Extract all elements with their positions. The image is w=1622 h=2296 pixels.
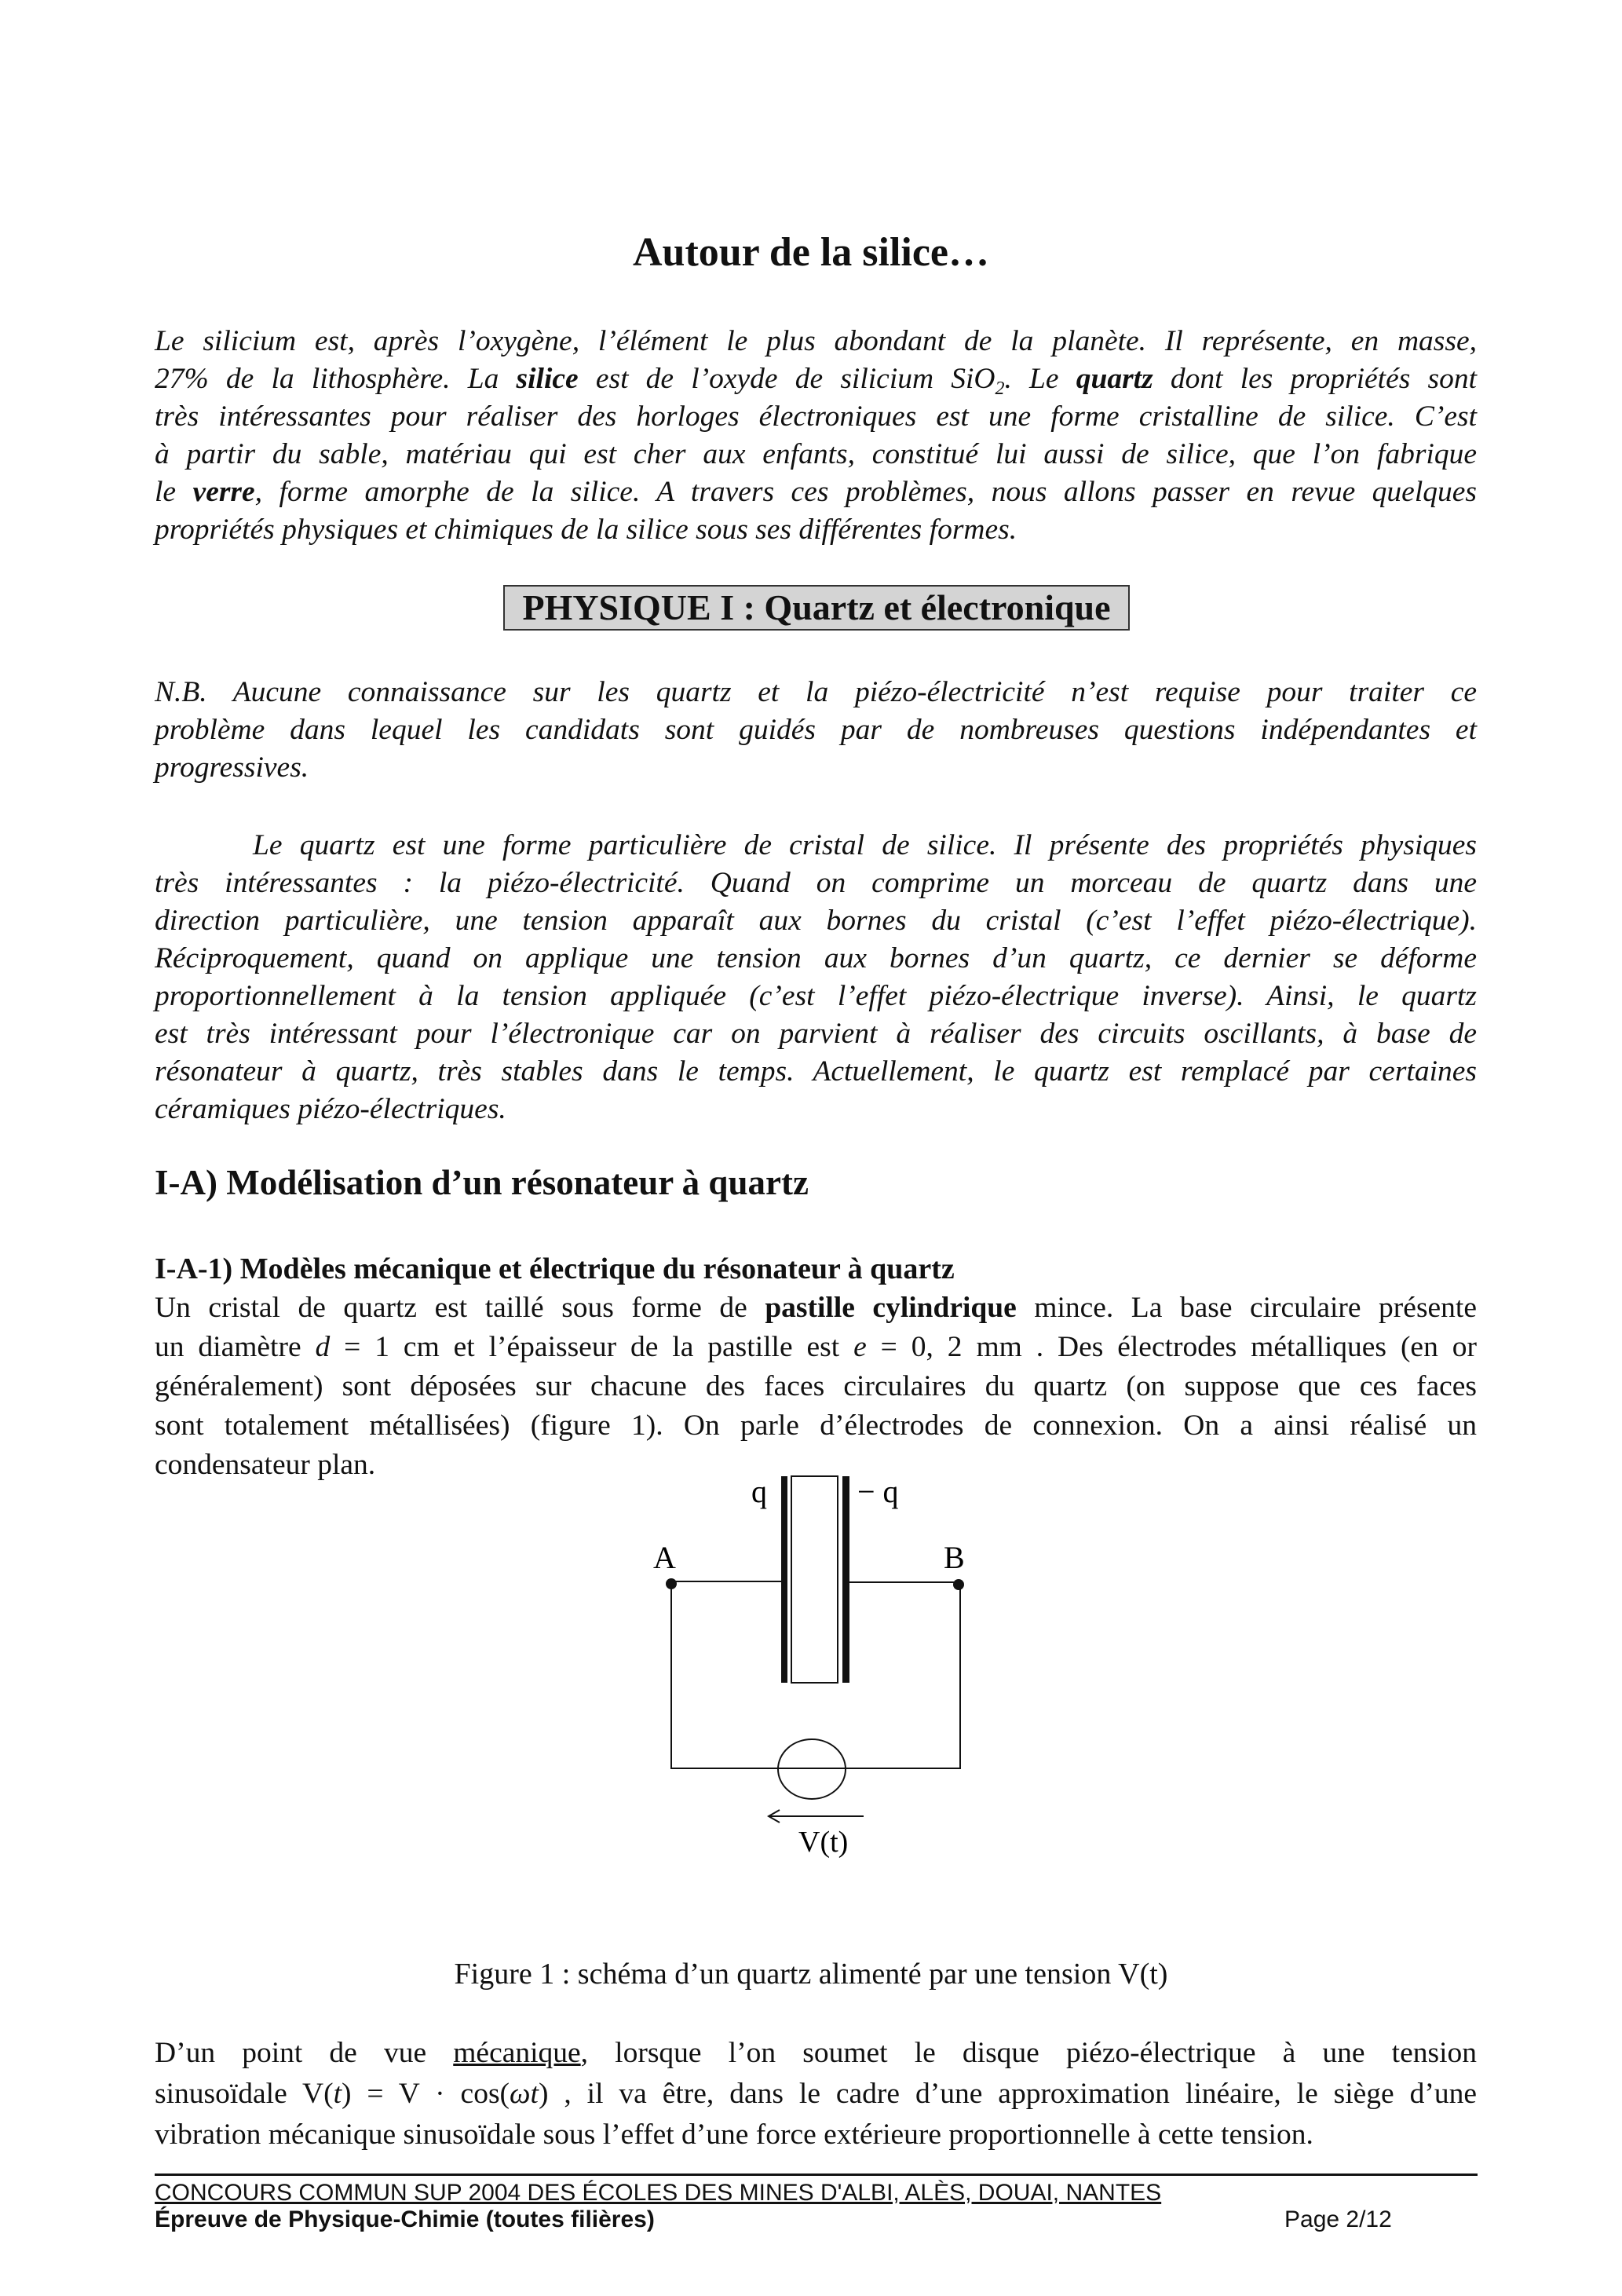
text-segment: , lorsque l’on soumet le disque piézo-électrique à une tension: [580, 2037, 1477, 2069]
wire-right: [846, 1582, 960, 1768]
text-segment: Le silicium est, après l’oxygène, l’élément le plus abondant de la planète. Il représente, en masse,: [155, 325, 1477, 357]
text-segment: quartz: [1076, 363, 1153, 395]
text-segment: Réciproquement, quand on applique une tension aux bornes d’un quartz, ce dernier se déforme: [155, 942, 1477, 974]
text-segment: dont les propriétés sont: [1153, 363, 1478, 395]
quartz-crystal: [791, 1476, 838, 1683]
label-minus-q: − q: [857, 1474, 899, 1509]
text-segment: généralement) sont déposées sur chacune des faces circulaires du quartz (on suppose que ces faces: [155, 1370, 1477, 1402]
text-segment: le: [155, 476, 193, 508]
section-title-physique: PHYSIQUE I : Quartz et électronique: [503, 585, 1130, 631]
text-segment: direction particulière, une tension apparaît aux bornes du cristal (c’est l’effet piézo-électrique).: [155, 905, 1477, 937]
text-segment: céramiques piézo-électriques.: [155, 1093, 506, 1125]
text-segment: , forme amorphe de la silice. A travers ces problèmes, nous allons passer en revue quelques: [254, 476, 1477, 508]
text-segment: N.B. Aucune connaissance sur les quartz et la piézo-électricité n’est requise pour traiter ce: [155, 676, 1477, 708]
text-segment: . Le: [1004, 363, 1076, 395]
text-segment: condensateur plan.: [155, 1449, 376, 1481]
footer-page-number: Page 2/12: [1284, 2206, 1392, 2232]
heading-i-a: I-A) Modélisation d’un résonateur à quartz: [155, 1163, 809, 1202]
text-segment: = 1 cm et l’épaisseur de la pastille est: [330, 1331, 854, 1363]
text-segment: est très intéressant pour l’électronique car on parvient à réaliser des circuits oscillants, à base de: [155, 1018, 1477, 1050]
footer-divider: [155, 2174, 1478, 2176]
text-segment: vibration mécanique sinusoïdale sous l’effet d’une force extérieure proportionnelle à cette tension.: [155, 2119, 1313, 2151]
text-segment: problème dans lequel les candidats sont guidés par de nombreuses questions indépendantes et: [155, 714, 1477, 746]
right-electrode: [842, 1476, 849, 1683]
text-segment: verre: [192, 476, 255, 508]
text-segment: d: [315, 1331, 331, 1363]
node-b: [953, 1579, 964, 1590]
text-segment: proportionnellement à la tension appliquée (c’est l’effet piézo-électrique inverse). Ainsi, le quartz: [155, 980, 1477, 1012]
text-segment: à partir du sable, matériau qui est cher aux enfants, constitué lui aussi de silice, que l’on fabrique: [155, 438, 1477, 470]
text-segment: ωt: [510, 2078, 539, 2110]
figure-caption: Figure 1 : schéma d’un quartz alimenté par une tension V(t): [454, 1958, 1168, 1991]
label-v-t: V(t): [798, 1826, 849, 1859]
footer-exam: Épreuve de Physique-Chimie (toutes filières): [155, 2206, 655, 2232]
text-segment: pastille cylindrique: [765, 1292, 1017, 1324]
text-line: [155, 2115, 1477, 2155]
document-title: Autour de la silice…: [632, 230, 990, 275]
text-segment: sont totalement métallisées) (figure 1). On parle d’électrodes de connexion. On a ainsi réalisé un: [155, 1409, 1477, 1442]
node-a: [666, 1578, 677, 1589]
text-segment: mince. La base circulaire présente: [1016, 1292, 1477, 1324]
text-line: [155, 2033, 1477, 2074]
text-segment: ) = V · cos(: [341, 2078, 510, 2110]
text-segment: silice: [516, 363, 579, 395]
final-paragraph: [155, 2033, 1477, 2155]
text-segment: Le quartz est une forme particulière de cristal de silice. Il présente des propriétés physiques: [253, 829, 1477, 861]
text-segment: très intéressantes : la piézo-électricité. Quand on comprime un morceau de quartz dans une: [155, 867, 1477, 899]
text-segment: t: [333, 2078, 342, 2110]
text-segment: sinusoïdale V(: [155, 2078, 334, 2110]
text-segment: Un cristal de quartz est taillé sous forme de: [155, 1292, 765, 1324]
text-segment: très intéressantes pour réaliser des horloges électroniques est une forme cristalline de silice. C’est: [155, 400, 1477, 433]
text-segment: D’un point de vue: [155, 2037, 454, 2069]
text-line: [155, 2074, 1477, 2115]
wire-left: [671, 1581, 781, 1768]
label-a: A: [653, 1540, 676, 1575]
text-segment: propriétés physiques et chimiques de la silice sous ses différentes formes.: [155, 514, 1017, 546]
text-segment: un diamètre: [155, 1331, 316, 1363]
text-segment: 27% de la lithosphère. La: [155, 363, 517, 395]
text-segment: progressives.: [155, 751, 309, 784]
text-segment: résonateur à quartz, très stables dans le temps. Actuellement, le quartz est remplacé par certaines: [155, 1055, 1477, 1088]
footer-contest: CONCOURS COMMUN SUP 2004 DES ÉCOLES DES MINES D'ALBI, ALÈS, DOUAI, NANTES: [155, 2180, 1162, 2206]
label-b: B: [944, 1540, 965, 1575]
text-segment: e: [853, 1331, 867, 1363]
text-segment: est de l’oxyde de silicium SiO: [578, 363, 995, 395]
left-electrode: [781, 1476, 787, 1683]
text-segment: ) , il va être, dans le cadre d’une approximation linéaire, le siège d’une: [538, 2078, 1478, 2110]
text-segment: 2: [995, 378, 1005, 399]
heading-i-a-1: I-A-1) Modèles mécanique et électrique du résonateur à quartz: [155, 1252, 955, 1285]
text-segment: = 0, 2 mm . Des électrodes métalliques (en or: [866, 1331, 1477, 1363]
label-q: q: [751, 1474, 767, 1509]
text-segment: mécanique: [453, 2037, 581, 2069]
